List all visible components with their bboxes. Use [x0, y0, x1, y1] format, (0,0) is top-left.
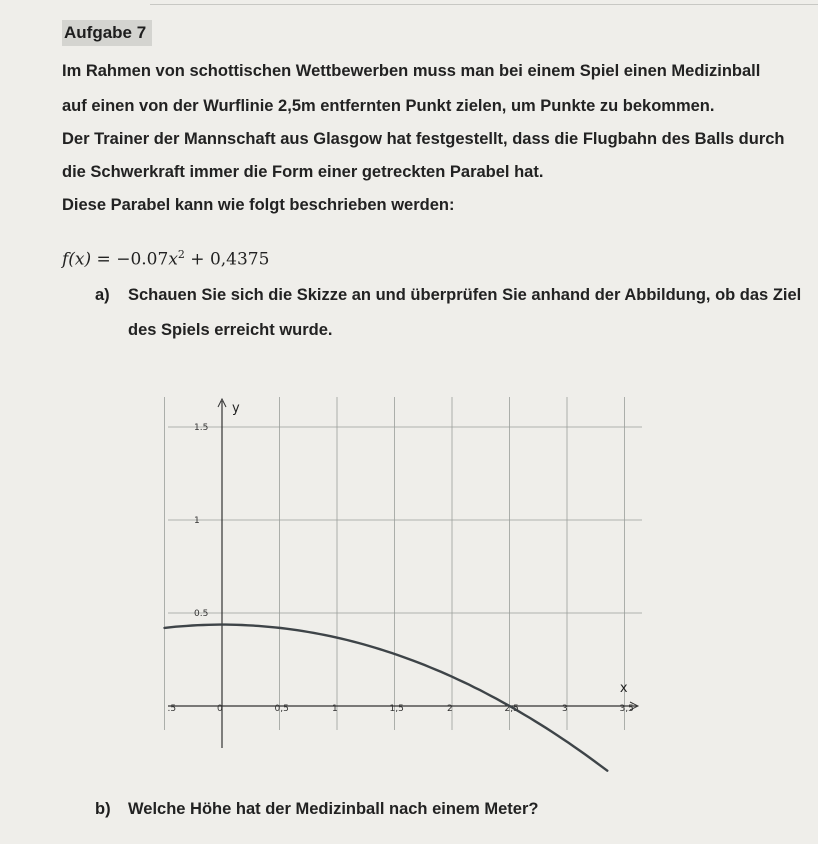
x-tick-label-8: 3,5	[619, 704, 634, 714]
task-a-line-1: Schauen Sie sich die Skizze an und überprüfen Sie anhand der Abbildung, ob das Ziel	[128, 286, 802, 304]
x-tick-label-4: 1,5	[389, 704, 404, 714]
task-a-label: a)	[95, 286, 110, 304]
x-axis-label: x	[619, 681, 628, 696]
formula-rhs-prefix: = −0.07	[91, 249, 169, 270]
y-tick-label-2: 1.5	[194, 423, 209, 433]
x-tick-label-2: 0,5	[274, 704, 289, 714]
x-tick-label-7: 3	[562, 704, 568, 714]
y-axis-label: y	[232, 401, 240, 416]
parabola-curve-0	[165, 625, 608, 771]
formula-lhs: f(x)	[62, 249, 92, 270]
paragraph-line-1: Im Rahmen von schottischen Wettbewerben muss man bei einem Spiel einen Medizinball	[62, 62, 761, 80]
x-tick-label-6: 2,5	[504, 704, 519, 714]
formula-var: x	[168, 249, 178, 270]
x-tick-label-1: 0	[217, 704, 223, 714]
formula-rhs-suffix: + 0,4375	[184, 249, 270, 270]
formula-exponent: 2	[177, 248, 185, 261]
paragraph-line-5: Diese Parabel kann wie folgt beschrieben werden:	[62, 196, 455, 214]
y-tick-label-1: 1	[194, 516, 200, 526]
task-title: Aufgabe 7	[62, 20, 152, 46]
paragraph-line-2: auf einen von der Wurflinie 2,5m entfernten Punkt zielen, um Punkte zu bekommen.	[62, 97, 715, 115]
y-tick-label-0: 0.5	[194, 609, 209, 619]
x-tick-label-0: .5	[167, 704, 177, 714]
paragraph-line-3: Der Trainer der Mannschaft aus Glasgow hat festgestellt, dass die Flugbahn des Balls durch	[62, 130, 785, 148]
task-b-text: Welche Höhe hat der Medizinball nach einem Meter?	[128, 800, 539, 818]
x-tick-label-5: 2	[447, 704, 453, 714]
paragraph-line-4: die Schwerkraft immer die Form einer getreckten Parabel hat.	[62, 163, 544, 181]
task-b-label: b)	[95, 800, 111, 818]
task-a-line-2: des Spiels erreicht wurde.	[128, 321, 333, 339]
x-tick-label-3: 1	[332, 704, 338, 714]
